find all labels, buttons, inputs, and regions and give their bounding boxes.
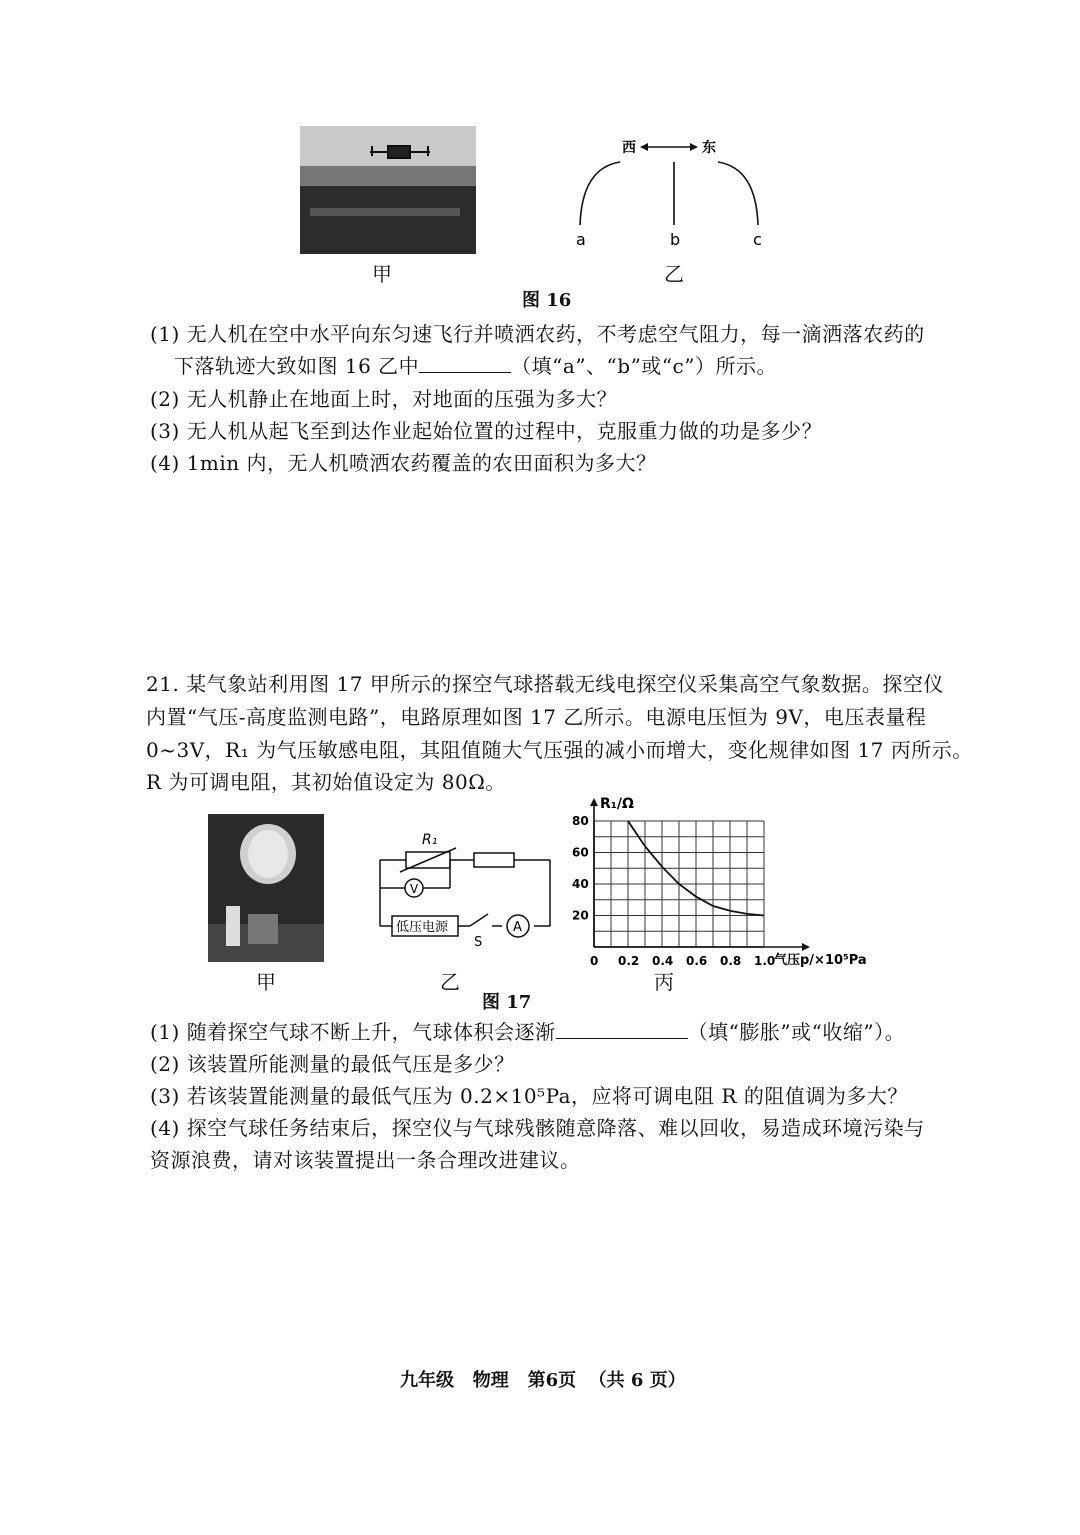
balloon-photo — [208, 814, 324, 962]
q20-part1-line1: (1) 无人机在空中水平向东匀速飞行并喷洒农药，不考虑空气阻力，每一滴洒落农药的 — [150, 322, 925, 346]
q20-part4: (4) 1min 内，无人机喷洒农药覆盖的农田面积为多大？ — [150, 451, 657, 475]
chart-ylabel: R₁/Ω — [600, 796, 634, 812]
fig17-label-yi: 乙 — [440, 970, 461, 994]
y-tick-label: 80 — [572, 814, 589, 828]
resistance-pressure-chart — [560, 792, 880, 974]
west-label: 西 — [622, 140, 636, 156]
q21-part4-line2: 资源浪费，请对该装置提出一条合理改进建议。 — [150, 1148, 581, 1172]
y-tick-label: 60 — [572, 845, 589, 860]
voltmeter-label: V — [410, 882, 419, 896]
q21-line1: 21. 某气象站利用图 17 甲所示的探空气球搭载无线电探空仪采集高空气象数据。探空仪 — [146, 672, 944, 696]
ammeter-label: A — [513, 920, 522, 935]
fig17-label-jia: 甲 — [256, 970, 277, 994]
y-tick-label: 40 — [572, 877, 589, 891]
drone-photo-drawing — [300, 126, 476, 254]
q20-part1-line2b: （填“a”、“b”或“c”）所示。 — [511, 354, 777, 378]
x-tick-label: 1.0 — [754, 954, 776, 968]
q20-part1-line2a: 下落轨迹大致如图 16 乙中 — [174, 354, 420, 378]
trajectory-a — [580, 162, 620, 225]
r-resistor — [474, 853, 514, 867]
q21-line3: 0~3V，R₁ 为气压敏感电阻，其阻值随大气压强的减小而增大，变化规律如图 17 丙所示。 — [146, 738, 973, 762]
arrow-left-head — [640, 143, 648, 151]
q20-part2: (2) 无人机静止在地面上时，对地面的压强为多大？ — [150, 387, 618, 411]
drone-photo — [300, 126, 476, 254]
label-b: b — [670, 230, 681, 249]
y-tick-label: 20 — [572, 908, 589, 923]
switch — [470, 914, 488, 926]
trajectory-c — [718, 162, 758, 225]
label-a: a — [576, 230, 586, 249]
east-label: 东 — [702, 140, 716, 156]
circuit-diagram — [370, 826, 560, 956]
y-axis-arrow — [590, 798, 598, 806]
answer-blank-1[interactable] — [419, 354, 511, 373]
label-c: c — [753, 230, 762, 249]
q21-part1a: (1) 随着探空气球不断上升，气球体积会逐渐 — [150, 1020, 556, 1044]
source-label: 低压电源 — [396, 920, 449, 935]
fig17-caption: 图 17 — [482, 992, 532, 1013]
fig16-label-yi: 乙 — [664, 262, 685, 286]
q21-line4: R 为可调电阻，其初始值设定为 80Ω。 — [146, 770, 506, 794]
q21-part1 — [150, 1016, 905, 1048]
page-footer: 九年级 物理 第6页 （共 6 页） — [400, 1370, 686, 1391]
x-tick-label: 0.6 — [686, 954, 708, 968]
x-axis-arrow — [802, 943, 810, 951]
q20-part3: (3) 无人机从起飞至到达作业起始位置的过程中，克服重力做的功是多少？ — [150, 419, 823, 443]
q20-part1-line2 — [174, 350, 777, 382]
switch-label: S — [474, 935, 483, 950]
q21-part4-line1: (4) 探空气球任务结束后，探空仪与气球残骸随意降落、难以回收，易造成环境污染与 — [150, 1116, 925, 1140]
x-tick-label: 0.8 — [720, 954, 742, 968]
arrow-right-head — [690, 143, 698, 151]
answer-blank-2[interactable] — [556, 1020, 688, 1039]
fig16-caption: 图 16 — [522, 290, 572, 311]
q21-part1b: （填“膨胀”或“收缩”）。 — [687, 1020, 906, 1044]
chart-xlabel: 气压p/×10⁵Pa — [774, 953, 867, 968]
x-tick-label: 0 — [590, 954, 599, 968]
r1-label: R₁ — [422, 832, 438, 848]
fig16-label-jia: 甲 — [372, 262, 393, 286]
q21-line2: 内置“气压-高度监测电路”，电路原理如图 17 乙所示。电源电压恒为 9V，电压表量程 — [146, 705, 927, 729]
x-tick-label: 0.4 — [652, 954, 674, 968]
fig17-label-bing: 丙 — [654, 970, 675, 994]
q21-part2: (2) 该装置所能测量的最低气压是多少？ — [150, 1052, 515, 1076]
x-tick-label: 0.2 — [618, 954, 640, 968]
balloon-photo-drawing — [208, 814, 324, 962]
q21-part3: (3) 若该装置能测量的最低气压为 0.2×10⁵Pa，应将可调电阻 R 的阻值调为多大？ — [150, 1084, 908, 1108]
